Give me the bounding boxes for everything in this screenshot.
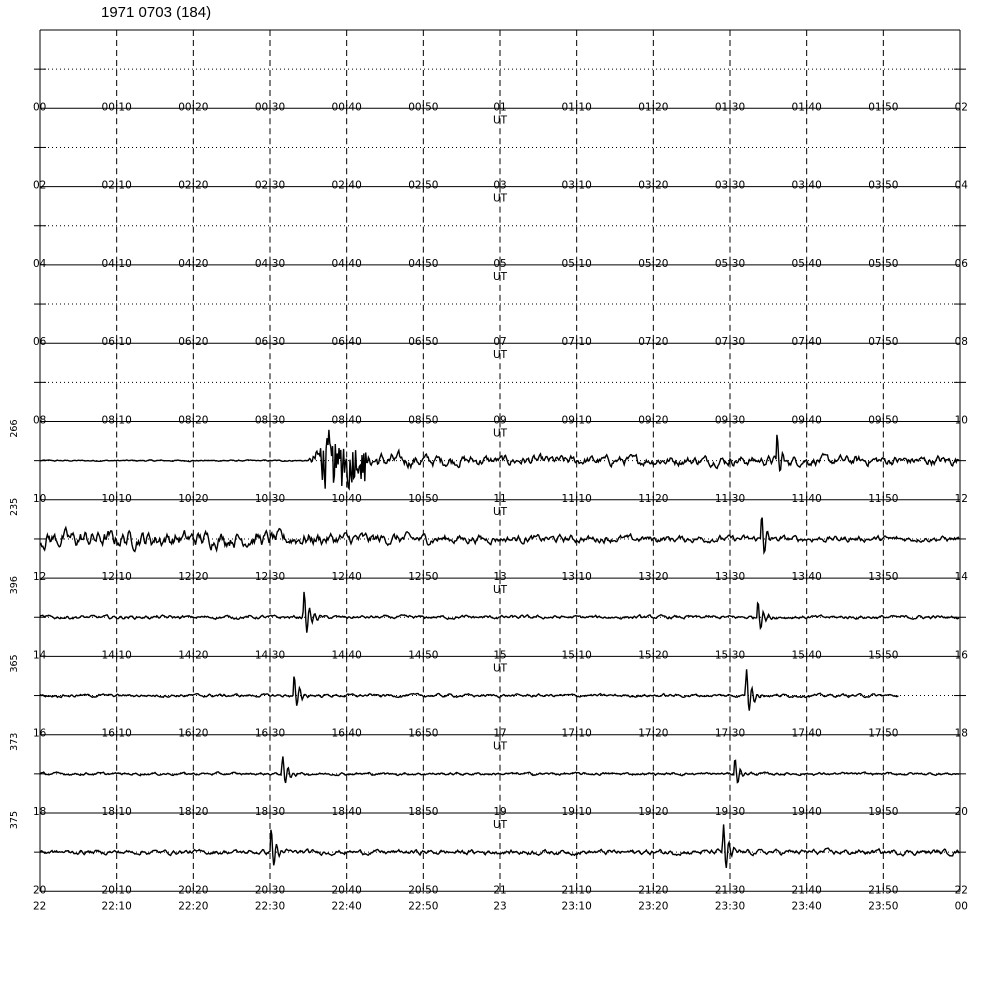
- time-tick-label: 00:30: [254, 101, 286, 114]
- time-tick-label: 19:50: [868, 806, 899, 818]
- time-tick-label: 18: [33, 806, 47, 818]
- time-tick-label: 22:30: [254, 900, 286, 913]
- time-tick-label: 18:20: [178, 806, 209, 818]
- time-tick-label: 21: [493, 884, 507, 897]
- time-tick-label: 00:20: [178, 101, 209, 114]
- time-tick-label: 09: [493, 414, 507, 427]
- time-tick-label: 01:30: [714, 101, 746, 114]
- time-tick-label: 19:20: [638, 806, 669, 818]
- ut-label: UT: [492, 819, 508, 831]
- time-tick-label: 19:40: [791, 806, 822, 818]
- time-tick-label: 05:10: [561, 257, 592, 270]
- time-tick-label: 20:30: [254, 884, 286, 897]
- time-tick-label: 15:30: [714, 649, 746, 662]
- time-tick-label: 12: [33, 571, 47, 584]
- time-tick-label: 20:40: [331, 884, 362, 897]
- time-tick-label: 20:50: [408, 884, 439, 897]
- ut-label: UT: [492, 349, 508, 362]
- time-tick-label: 21:30: [714, 884, 746, 897]
- time-tick-label: 00: [954, 900, 968, 913]
- time-tick-label: 03: [493, 179, 507, 192]
- time-tick-label: 17:40: [791, 727, 822, 740]
- time-tick-label: 18:40: [331, 806, 362, 818]
- time-tick-label: 00: [33, 101, 47, 114]
- time-tick-label: 17:20: [638, 727, 669, 740]
- time-tick-label: 07:20: [638, 336, 669, 349]
- time-tick-label: 02: [33, 179, 47, 192]
- time-tick-label: 03:50: [868, 179, 899, 192]
- channel-label: 396: [9, 576, 20, 595]
- time-tick-label: 22: [33, 900, 47, 913]
- time-tick-label: 08:30: [254, 414, 286, 427]
- time-tick-label: 22:40: [331, 900, 362, 913]
- time-tick-label: 06: [954, 257, 968, 270]
- time-tick-label: 00:40: [331, 101, 362, 114]
- time-tick-label: 22: [954, 884, 968, 897]
- time-tick-label: 17:50: [868, 727, 899, 740]
- time-tick-label: 08: [33, 414, 47, 427]
- time-tick-label: 09:40: [791, 414, 822, 427]
- time-tick-label: 23:30: [714, 900, 746, 913]
- channel-label: 373: [9, 732, 20, 751]
- time-tick-label: 04:10: [101, 257, 132, 270]
- time-tick-label: 15:50: [868, 649, 899, 662]
- time-tick-label: 17:30: [714, 727, 746, 740]
- time-tick-label: 01: [493, 101, 507, 114]
- time-tick-label: 08:50: [408, 414, 439, 427]
- time-tick-label: 17: [493, 727, 507, 740]
- channel-label: 365: [9, 654, 20, 673]
- time-tick-label: 09:30: [714, 414, 746, 427]
- time-tick-label: 21:20: [638, 884, 669, 897]
- time-tick-label: 02:50: [408, 179, 439, 192]
- time-tick-label: 21:50: [868, 884, 899, 897]
- time-tick-label: 20:10: [101, 884, 132, 897]
- time-tick-label: 03:20: [638, 179, 669, 192]
- time-tick-label: 07:40: [791, 336, 822, 349]
- time-tick-label: 02:10: [101, 179, 132, 192]
- time-tick-label: 07:10: [561, 336, 592, 349]
- time-tick-label: 19:10: [561, 806, 592, 818]
- time-tick-label: 07: [493, 336, 507, 349]
- time-tick-label: 21:10: [561, 884, 592, 897]
- time-tick-label: 02:40: [331, 179, 362, 192]
- time-tick-label: 13:50: [868, 571, 899, 584]
- time-tick-label: 02:20: [178, 179, 209, 192]
- time-tick-label: 03:30: [714, 179, 746, 192]
- time-tick-label: 18:50: [408, 806, 439, 818]
- ut-label: UT: [492, 270, 508, 283]
- time-tick-label: 10:20: [178, 492, 209, 505]
- time-tick-label: 13:30: [714, 571, 746, 584]
- time-tick-label: 13: [493, 571, 507, 584]
- time-tick-label: 04: [954, 179, 968, 192]
- time-tick-label: 12:20: [178, 571, 209, 584]
- time-tick-label: 08:10: [101, 414, 132, 427]
- time-tick-label: 22:50: [408, 900, 439, 913]
- time-tick-label: 16:40: [331, 727, 362, 740]
- time-tick-label: 17:10: [561, 727, 592, 740]
- time-tick-label: 15:40: [791, 649, 822, 662]
- time-tick-label: 14: [954, 571, 968, 584]
- time-tick-label: 12:10: [101, 571, 132, 584]
- time-tick-label: 20: [33, 884, 47, 897]
- chart-title: 1971 0703 (184): [101, 4, 212, 21]
- time-tick-label: 11: [493, 492, 507, 505]
- time-tick-label: 06:50: [408, 336, 439, 349]
- time-tick-label: 09:10: [561, 414, 592, 427]
- time-tick-label: 04:30: [254, 257, 286, 270]
- time-tick-label: 06:30: [254, 336, 286, 349]
- time-tick-label: 00:50: [408, 101, 439, 114]
- time-tick-label: 23:10: [561, 900, 592, 913]
- ut-label: UT: [492, 114, 508, 127]
- time-tick-label: 23:20: [638, 900, 669, 913]
- time-tick-label: 05:30: [714, 257, 746, 270]
- channel-label: 375: [9, 811, 20, 830]
- time-tick-label: 04:40: [331, 257, 362, 270]
- time-tick-label: 23: [493, 900, 507, 913]
- time-tick-label: 12: [954, 492, 968, 505]
- time-tick-label: 15:10: [561, 649, 592, 662]
- ut-label: UT: [492, 740, 508, 753]
- time-tick-label: 16: [33, 727, 47, 740]
- time-tick-label: 05: [493, 257, 507, 270]
- time-tick-label: 06: [33, 336, 47, 349]
- time-tick-label: 21:40: [791, 884, 822, 897]
- time-tick-label: 22:10: [101, 900, 132, 913]
- time-tick-label: 03:40: [791, 179, 822, 192]
- time-tick-label: 10: [954, 414, 968, 427]
- time-tick-label: 14:10: [101, 649, 132, 662]
- time-tick-label: 06:10: [101, 336, 132, 349]
- ut-label: UT: [492, 662, 508, 675]
- channel-label: 266: [9, 419, 20, 438]
- time-tick-label: 10: [33, 492, 47, 505]
- time-tick-label: 19:30: [714, 806, 746, 818]
- time-tick-label: 16:10: [101, 727, 132, 740]
- time-tick-label: 14:50: [408, 649, 439, 662]
- time-tick-label: 10:50: [408, 492, 439, 505]
- time-tick-label: 06:20: [178, 336, 209, 349]
- time-tick-label: 14:30: [254, 649, 286, 662]
- time-tick-label: 16:30: [254, 727, 286, 740]
- channel-label: 235: [9, 497, 20, 516]
- time-tick-label: 11:40: [791, 492, 822, 505]
- time-tick-label: 01:20: [638, 101, 669, 114]
- time-tick-label: 01:40: [791, 101, 822, 114]
- time-tick-label: 12:50: [408, 571, 439, 584]
- time-tick-label: 02:30: [254, 179, 286, 192]
- time-tick-label: 06:40: [331, 336, 362, 349]
- time-tick-label: 23:50: [868, 900, 899, 913]
- time-tick-label: 01:10: [561, 101, 592, 114]
- time-tick-label: 14: [33, 649, 47, 662]
- time-tick-label: 11:10: [561, 492, 592, 505]
- time-tick-label: 11:50: [868, 492, 899, 505]
- time-tick-label: 16:50: [408, 727, 439, 740]
- time-tick-label: 10:30: [254, 492, 286, 505]
- time-tick-label: 18:30: [254, 806, 286, 818]
- time-tick-label: 23:40: [791, 900, 822, 913]
- time-tick-label: 18: [954, 727, 968, 740]
- time-tick-label: 02: [954, 101, 968, 114]
- time-tick-label: 04: [33, 257, 47, 270]
- time-tick-label: 16:20: [178, 727, 209, 740]
- time-tick-label: 05:20: [638, 257, 669, 270]
- series-trace: [40, 669, 898, 710]
- time-tick-label: 10:40: [331, 492, 362, 505]
- ut-label: UT: [492, 192, 508, 205]
- time-tick-label: 12:30: [254, 571, 286, 584]
- ut-label: UT: [492, 584, 508, 597]
- ut-label: UT: [492, 427, 508, 440]
- time-tick-label: 07:30: [714, 336, 746, 349]
- time-tick-label: 13:20: [638, 571, 669, 584]
- time-tick-label: 13:40: [791, 571, 822, 584]
- time-tick-label: 19: [493, 806, 507, 818]
- time-tick-label: 14:20: [178, 649, 209, 662]
- time-tick-label: 08:40: [331, 414, 362, 427]
- time-tick-label: 16: [954, 649, 968, 662]
- time-tick-label: 05:50: [868, 257, 899, 270]
- time-tick-label: 07:50: [868, 336, 899, 349]
- time-tick-label: 10:10: [101, 492, 132, 505]
- time-tick-label: 11:20: [638, 492, 669, 505]
- time-tick-label: 09:20: [638, 414, 669, 427]
- time-tick-label: 04:20: [178, 257, 209, 270]
- time-tick-label: 20:20: [178, 884, 209, 897]
- time-tick-label: 15:20: [638, 649, 669, 662]
- time-tick-label: 09:50: [868, 414, 899, 427]
- time-tick-label: 18:10: [101, 806, 132, 818]
- time-tick-label: 04:50: [408, 257, 439, 270]
- time-tick-label: 14:40: [331, 649, 362, 662]
- time-tick-label: 01:50: [868, 101, 899, 114]
- time-tick-label: 08: [954, 336, 968, 349]
- time-tick-label: 05:40: [791, 257, 822, 270]
- time-tick-label: 15: [493, 649, 507, 662]
- time-tick-label: 08:20: [178, 414, 209, 427]
- time-tick-label: 20: [954, 806, 968, 818]
- time-tick-label: 22:20: [178, 900, 209, 913]
- time-tick-label: 03:10: [561, 179, 592, 192]
- ut-label: UT: [492, 505, 508, 518]
- time-tick-label: 13:10: [561, 571, 592, 584]
- time-tick-label: 11:30: [714, 492, 746, 505]
- time-tick-label: 00:10: [101, 101, 132, 114]
- time-tick-label: 12:40: [331, 571, 362, 584]
